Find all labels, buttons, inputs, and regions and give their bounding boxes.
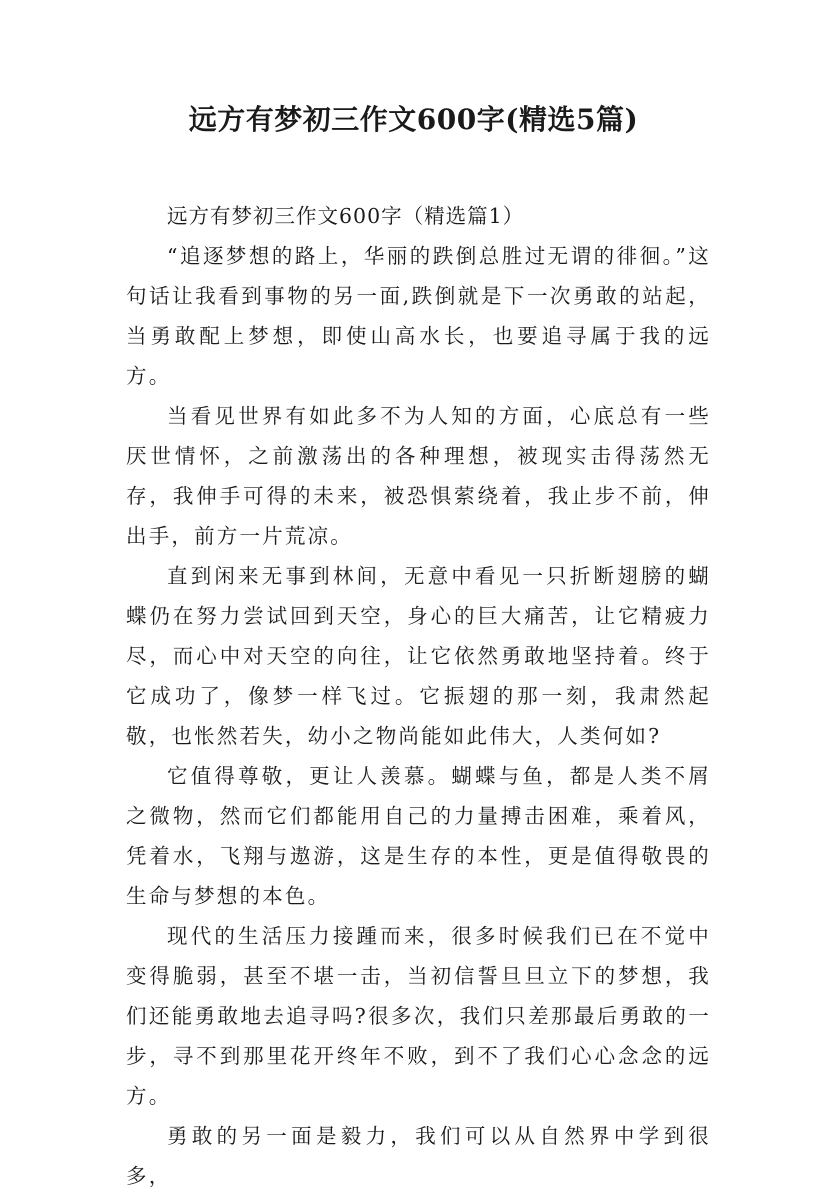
paragraph-5: 现代的生活压力接踵而来，很多时候我们已在不觉中变得脆弱，甚至不堪一击，当初信誓旦旦立下的梦想，我们还能勇敢地去追寻吗?很多次，我们只差那最后勇敢的一步，寻不到那里花开终年不败，到不了我们心心念念的远方。: [126, 924, 711, 1108]
document-body: [126, 196, 711, 1196]
section-heading: 远方有梦初三作文600字（精选篇1）: [167, 204, 525, 228]
paragraph-2: 当看见世界有如此多不为人知的方面，心底总有一些厌世情怀，之前激荡出的各种理想，被现实击得荡然无存，我伸手可得的未来，被恐惧萦绕着，我止步不前，伸出手，前方一片荒凉。: [126, 404, 711, 548]
paragraph-4: 它值得尊敬，更让人羡慕。蝴蝶与鱼，都是人类不屑之微物，然而它们都能用自己的力量搏击困难，乘着风，凭着水，飞翔与遨游，这是生存的本性，更是值得敬畏的生命与梦想的本色。: [126, 764, 711, 908]
paragraph-1: “追逐梦想的路上，华丽的跌倒总胜过无谓的徘徊。”这句话让我看到事物的另一面,跌倒就是下一次勇敢的站起，当勇敢配上梦想，即使山高水长，也要追寻属于我的远方。: [126, 244, 711, 388]
paragraph-6: 勇敢的另一面是毅力，我们可以从自然界中学到很多，: [126, 1124, 711, 1188]
paragraph-3: 直到闲来无事到林间，无意中看见一只折断翅膀的蝴蝶仍在努力尝试回到天空，身心的巨大痛苦，让它精疲力尽，而心中对天空的向往，让它依然勇敢地坚持着。终于它成功了，像梦一样飞过。它振翅的那一刻，我肃然起敬，也怅然若失，幼小之物尚能如此伟大，人类何如?: [126, 564, 711, 748]
document-title: 远方有梦初三作文600字(精选5篇): [188, 103, 639, 136]
